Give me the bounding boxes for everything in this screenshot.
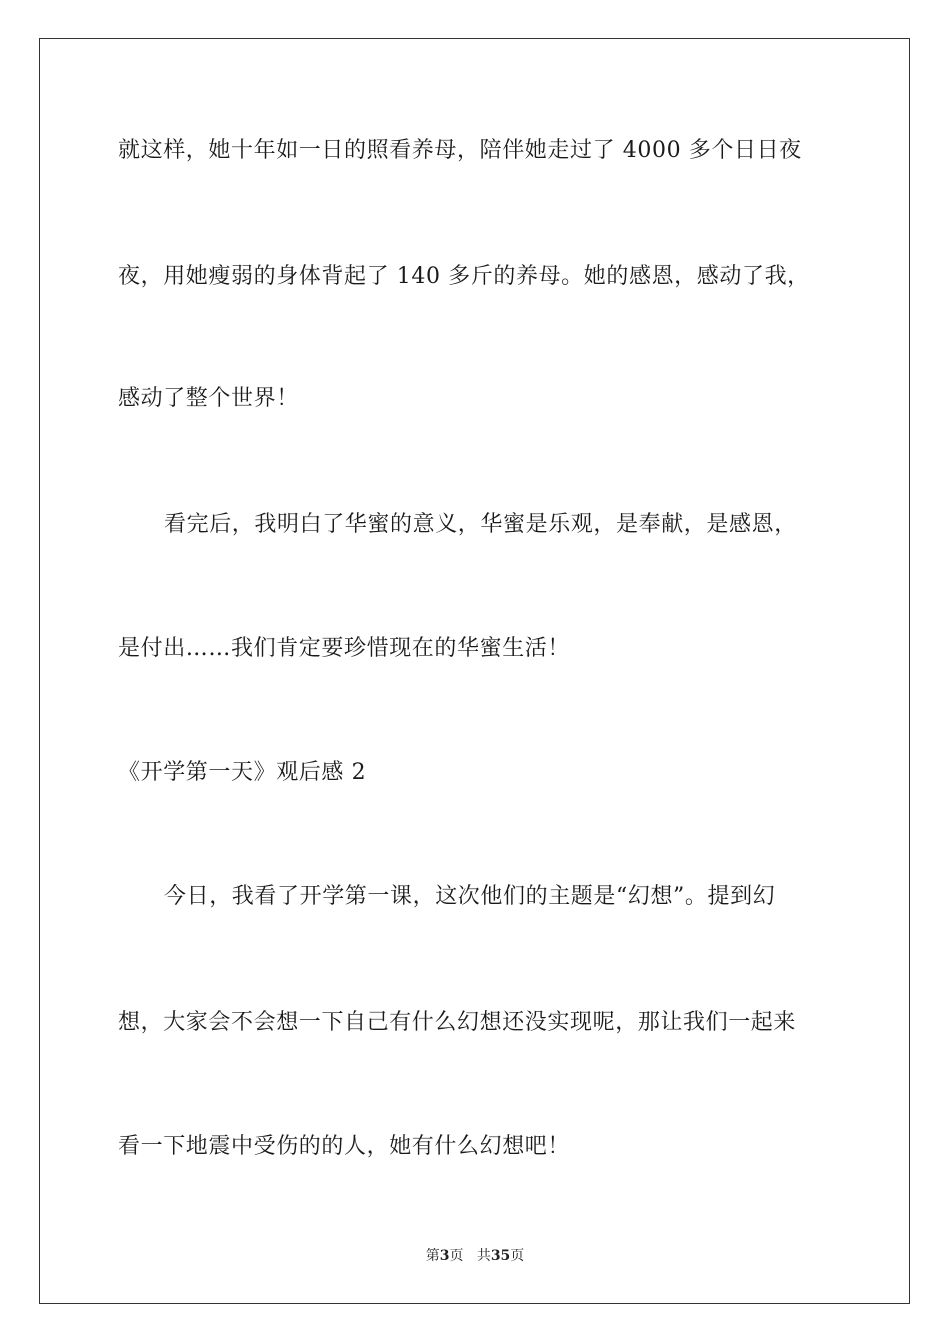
footer-current-page: 3	[439, 1248, 450, 1264]
paragraph-1-line-3: 感动了整个世界！	[118, 386, 299, 411]
paragraph-1-line-2: 夜，用她瘦弱的身体背起了 140 多斤的养母。她的感恩，感动了我，	[118, 264, 810, 289]
page-border	[39, 38, 910, 1304]
footer-page-unit: 页	[449, 1248, 464, 1264]
paragraph-3-line-3: 看一下地震中受伤的的人，她有什么幻想吧！	[118, 1134, 571, 1159]
paragraph-1-line-1: 就这样，她十年如一日的照看养母，陪伴她走过了 4000 多个日日夜	[118, 138, 802, 163]
paragraph-2-line-1: 看完后，我明白了华蜜的意义，华蜜是乐观，是奉献，是感恩，	[164, 512, 797, 537]
paragraph-3-line-2: 想，大家会不会想一下自己有什么幻想还没实现呢，那让我们一起来	[118, 1010, 797, 1035]
footer-total-prefix: 共	[476, 1248, 491, 1264]
page-footer	[0, 1246, 950, 1266]
paragraph-3-line-1: 今日，我看了开学第一课，这次他们的主题是“幻想”。提到幻	[164, 884, 776, 909]
paragraph-2-line-2: 是付出……我们肯定要珍惜现在的华蜜生活！	[118, 636, 571, 661]
section-heading: 《开学第一天》观后感 2	[118, 760, 367, 785]
footer-total-unit: 页	[510, 1248, 525, 1264]
footer-total-pages: 35	[490, 1248, 511, 1264]
footer-page-prefix: 第	[425, 1248, 440, 1264]
